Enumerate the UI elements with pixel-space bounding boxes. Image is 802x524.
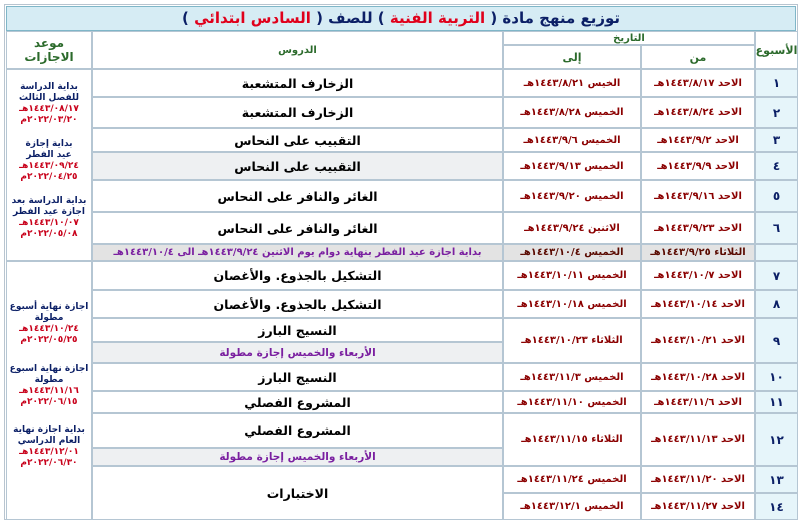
holiday-note bbox=[7, 139, 91, 183]
holiday-hijri-date: ١٤٤٣/٠٩/٢٤هـ bbox=[19, 161, 79, 171]
holiday-note-title: العام الدراسي bbox=[17, 436, 81, 446]
week-start-date: الاحد ١٤٤٣/٩/١٦هـ bbox=[641, 180, 755, 212]
lesson-title: الزخارف المتشعبة bbox=[92, 97, 503, 128]
lesson-title: الغائر والنافر على النحاس bbox=[92, 212, 503, 244]
holiday-gregorian-date: ٢٠٢٢/٠٦/١٥م bbox=[20, 397, 78, 407]
week-number: ٤ bbox=[755, 152, 798, 180]
holiday-note-title: اجازة نهاية اسبوع bbox=[9, 364, 89, 374]
week-number: ١٣ bbox=[755, 466, 798, 493]
week-end-date: الاثنين ١٤٤٣/٩/٢٤هـ bbox=[503, 212, 641, 244]
date-header: التاريخ bbox=[503, 31, 755, 45]
holiday-hijri-date: ١٤٤٣/١١/١٦هـ bbox=[19, 386, 79, 396]
week-start-date: الاحد ١٤٤٣/٩/٢٣هـ bbox=[641, 212, 755, 244]
holiday-gregorian-date: ٢٠٢٢/٠٣/٢٠م bbox=[20, 115, 78, 125]
week-start-date: الاحد ١٤٤٣/٨/١٧هـ bbox=[641, 69, 755, 97]
holiday-note-title: بداية الدراسة bbox=[20, 82, 78, 92]
week-end-date: الخميس ١٤٤٣/١١/١٠هـ bbox=[503, 391, 641, 413]
eid-break-end: الخميس ١٤٤٣/١٠/٤هـ bbox=[503, 244, 641, 261]
week-start-date: الاحد ١٤٤٣/٨/٢٤هـ bbox=[641, 97, 755, 128]
lesson-title: الغائر والنافر على النحاس bbox=[92, 180, 503, 212]
title-middle: ) للصف ( bbox=[316, 9, 385, 27]
holiday-note bbox=[7, 425, 91, 469]
holiday-hijri-date: ١٤٤٣/١٢/٠١هـ bbox=[19, 447, 79, 457]
week-end-date: الخميس ١٤٤٣/٩/٦هـ bbox=[503, 128, 641, 152]
holidays-header-line2: الاجازات bbox=[24, 50, 74, 64]
holiday-gregorian-date: ٢٠٢٢/٠٦/٣٠م bbox=[20, 458, 78, 468]
week-number: ٢ bbox=[755, 97, 798, 128]
to-header: إلى bbox=[503, 45, 641, 69]
week-end-date: الخميس ١٤٤٣/٨/٢٨هـ bbox=[503, 97, 641, 128]
from-header: من bbox=[641, 45, 755, 69]
holiday-note bbox=[7, 82, 91, 126]
week-end-date: الخيس ١٤٤٣/٨/٢١هـ bbox=[503, 69, 641, 97]
holiday-note-title: بداية الدراسة بعد bbox=[11, 196, 87, 206]
extended-holiday-note: الأربعاء والخميس إجازة مطولة bbox=[92, 342, 503, 363]
lesson-title: النسيج البارز bbox=[92, 318, 503, 342]
holiday-note-title: عيد الفطر bbox=[26, 150, 72, 160]
week-start-date: الاحد ١٤٤٣/١١/٦هـ bbox=[641, 391, 755, 413]
holiday-hijri-date: ١٤٤٣/١٠/٠٧هـ bbox=[19, 218, 79, 228]
holiday-note-title: مطولة bbox=[34, 313, 64, 323]
week-end-date: الخميس ١٤٤٣/٩/٢٠هـ bbox=[503, 180, 641, 212]
lesson-title: النسيج البارز bbox=[92, 363, 503, 391]
holiday-gregorian-date: ٢٠٢٢/٠٥/٢٥م bbox=[20, 335, 78, 345]
week-start-date: الاحد ١٤٤٣/١١/٢٠هـ bbox=[641, 466, 755, 493]
holidays-header-line1: موعد bbox=[33, 36, 65, 50]
holiday-note bbox=[7, 302, 91, 346]
eid-break-note: بداية اجازة عيد الفطر بنهاية دوام يوم الاثنين ١٤٤٣/٩/٢٤هـ الى ١٤٤٣/١٠/٤هـ bbox=[92, 244, 503, 261]
lesson-title: الزخارف المتشعبة bbox=[92, 69, 503, 97]
week-end-date: الخميس ١٤٤٣/٩/١٣هـ bbox=[503, 152, 641, 180]
holiday-note-title: للفصل الثالث bbox=[19, 93, 79, 103]
eid-break-start: الثلاثاء ١٤٤٣/٩/٢٥هـ bbox=[641, 244, 755, 261]
title-grade: السادس ابتدائي bbox=[194, 9, 311, 27]
week-end-date: الخميس ١٤٤٣/١٠/١٨هـ bbox=[503, 290, 641, 318]
holiday-gregorian-date: ٢٠٢٢/٠٤/٢٥م bbox=[20, 172, 78, 182]
lesson-title: المشروع الفصلي bbox=[92, 391, 503, 413]
week-end-date: الخميس ١٤٤٣/١٠/١١هـ bbox=[503, 261, 641, 290]
holiday-note-title: بداية إجازة bbox=[25, 139, 73, 149]
exams-label: الاختبارات bbox=[92, 466, 503, 520]
page-title bbox=[6, 6, 796, 31]
week-start-date: الاحد ١٤٤٣/١١/٢٧هـ bbox=[641, 493, 755, 520]
week-start-date: الاحد ١٤٤٣/٩/٢هـ bbox=[641, 128, 755, 152]
eid-break-week bbox=[755, 244, 798, 261]
week-number: ١٢ bbox=[755, 413, 798, 466]
lesson-title: المشروع الفصلي bbox=[92, 413, 503, 448]
week-end-date: الخميس ١٤٤٣/١١/٢٤هـ bbox=[503, 466, 641, 493]
holiday-hijri-date: ١٤٤٣/١٠/٢٤هـ bbox=[19, 324, 79, 334]
holiday-hijri-date: ١٤٤٣/٠٨/١٧هـ bbox=[19, 104, 79, 114]
holiday-note-title: اجازة نهاية أسبوع bbox=[9, 302, 89, 312]
holiday-note-title: مطولة bbox=[34, 375, 64, 385]
week-start-date: الاحد ١٤٤٣/١٠/٢٨هـ bbox=[641, 363, 755, 391]
week-start-date: الاحد ١٤٤٣/١٠/٧هـ bbox=[641, 261, 755, 290]
title-subject: التربية الفنية bbox=[389, 9, 486, 27]
holiday-gregorian-date: ٢٠٢٢/٠٥/٠٨م bbox=[20, 229, 78, 239]
holiday-note bbox=[7, 196, 91, 240]
lesson-title: التشكيل بالجذوع. والأغصان bbox=[92, 290, 503, 318]
week-number: ٩ bbox=[755, 318, 798, 363]
week-number: ١٠ bbox=[755, 363, 798, 391]
week-number: ٣ bbox=[755, 128, 798, 152]
extended-holiday-note: الأربعاء والخميس إجازة مطولة bbox=[92, 448, 503, 466]
title-prefix: توزيع منهج مادة ( bbox=[490, 9, 621, 27]
week-number: ٦ bbox=[755, 212, 798, 244]
lesson-title: التقبيب على النحاس bbox=[92, 152, 503, 180]
holidays-header bbox=[6, 31, 92, 69]
week-end-date: الخميس ١٤٤٣/١٢/١هـ bbox=[503, 493, 641, 520]
lesson-title: التقبيب على النحاس bbox=[92, 128, 503, 152]
week-number: ١٤ bbox=[755, 493, 798, 520]
week-number: ١ bbox=[755, 69, 798, 97]
title-suffix: ) bbox=[181, 9, 189, 27]
week-number: ٥ bbox=[755, 180, 798, 212]
lessons-header: الدروس bbox=[92, 31, 503, 69]
week-header: الأسبوع bbox=[755, 31, 798, 69]
week-start-date: الاحد ١٤٤٣/١١/١٣هـ bbox=[641, 413, 755, 466]
week-end-date: الثلاثاء ١٤٤٣/١١/١٥هـ bbox=[503, 413, 641, 466]
holiday-note-title: بداية اجازة نهاية bbox=[13, 425, 85, 435]
week-number: ١١ bbox=[755, 391, 798, 413]
week-end-date: الثلاثاء ١٤٤٣/١٠/٢٣هـ bbox=[503, 318, 641, 363]
week-start-date: الاحد ١٤٤٣/٩/٩هـ bbox=[641, 152, 755, 180]
week-number: ٧ bbox=[755, 261, 798, 290]
lesson-title: التشكيل بالجذوع. والأغصان bbox=[92, 261, 503, 290]
week-start-date: الاحد ١٤٤٣/١٠/١٤هـ bbox=[641, 290, 755, 318]
week-number: ٨ bbox=[755, 290, 798, 318]
holiday-note-title: اجازة عيد الفطر bbox=[12, 207, 86, 217]
holiday-note bbox=[7, 364, 91, 408]
week-end-date: الخميس ١٤٤٣/١١/٣هـ bbox=[503, 363, 641, 391]
week-start-date: الاحد ١٤٤٣/١٠/٢١هـ bbox=[641, 318, 755, 363]
